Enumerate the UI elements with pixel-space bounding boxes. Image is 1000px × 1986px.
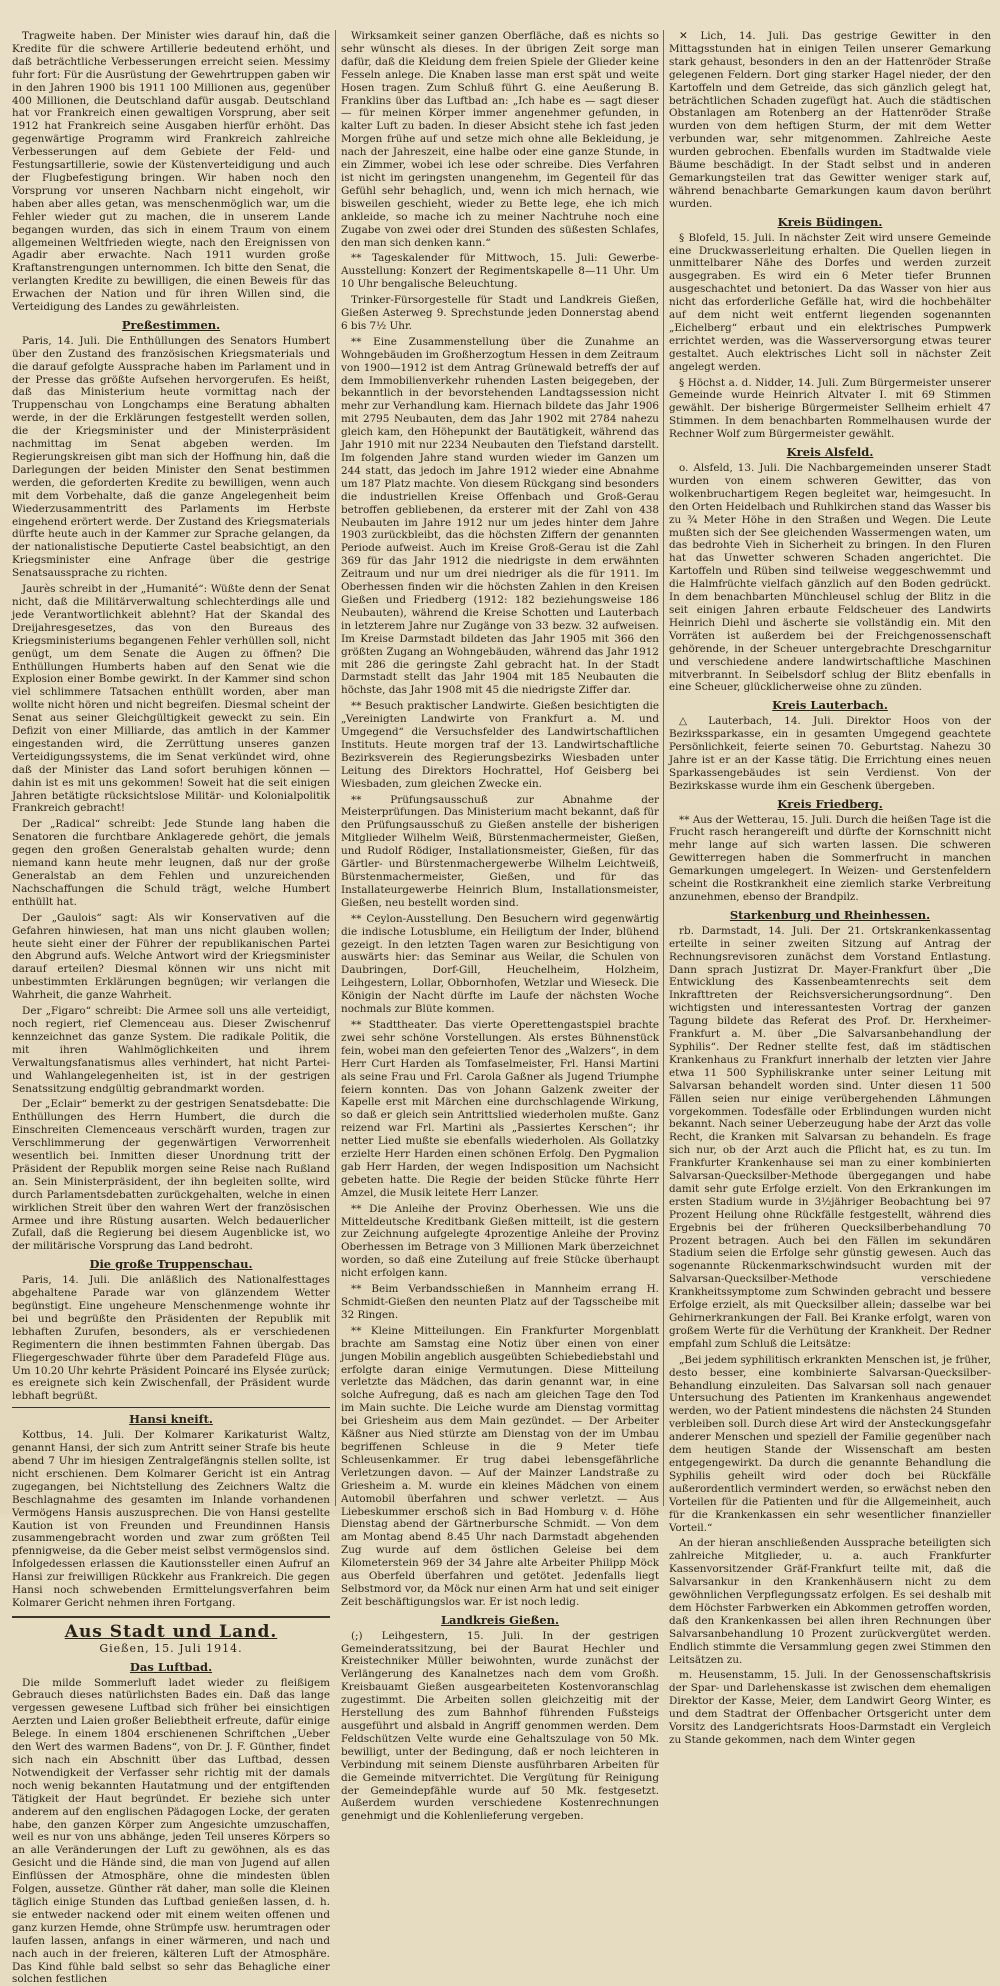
section-heading: Kreis Büdingen. [777, 214, 883, 229]
local-news-heading: Aus Stadt und Land. [64, 1621, 278, 1642]
section-heading: Kreis Friedberg. [777, 796, 883, 811]
column-middle [341, 30, 659, 1823]
section-heading: Die große Truppenschau. [89, 1257, 253, 1272]
section-heading: Landkreis Gießen. [440, 1612, 560, 1627]
article-paragraph: (;) Leihgestern, 15. Juli. In der gestrigen Gemeinderatssitzung, bei der Baurat Hechler und Kreistechniker Müller beiwohnten, wurde zunächst der Verlängerung des Kanalnetzes nach dem vom Großh. Kreisbauamt Gießen ausgearbeiteten Kostenvoranschlag zugestimmt. Die Arbeiten sollen gleichzeitig mit der Herstellung des zum Bahnhof führenden Fußsteigs ausgeführt und alsbald in Angriff genommen werden. Dem Feldschützen Velte wurde eine Gehaltszulage von 50 Mk. bewilligt, unter der Bedingung, daß er noch leichteren in Verbindung mit seinem Dienste ausführbaren Arbeiten für die Gemeinde mitverrichtet. Die Vergütung für Reinigung der Gemeindepfähle wurde auf 50 Mk. festgesetzt. Außerdem wurden verschiedene Kostenrechnungen genehmigt und die Kohlenlieferung vergeben. [341, 1629, 659, 1823]
article-paragraph: § Blofeld, 15. Juli. In nächster Zeit wird unsere Gemeinde eine Druckwasserleitung erhalten. Die Quellen liegen in unmittelbarer Nähe des Dorfes und werden zurzeit ausgegraben. Es wird ein 6 Meter tiefer Brunnen ausgeschachtet und betoniert. Da das Wasser von hier aus nicht das erforderliche Gefälle hat, wird die hochbehälter auf dem nicht weit entfernt liegenden sogenannten „Eichelberg“ erbaut und ein elektrisches Pumpwerk errichtet werden, was die Wasserversorgung etwas teurer gestaltet. Auch elektrisches Licht soll in nächster Zeit angelegt werden. [669, 231, 991, 373]
article-paragraph: Jaurès schreibt in der „Humanité“: Wüßte denn der Senat nicht, daß die Militärverwaltung schlechterdings alle und jede Verantwortlichkeit ablehnt? Hat der Skandal des Dreijahresgesetzes, das von den Bureaus des Kriegsministeriums begangenen Fehler verhüllen soll, nicht genügt, um dem Senate die Augen zu öffnen? Die Enthüllungen Humberts haben auf den Senat wie die Explosion einer Bombe gewirkt. In der Kammer sind schon viel schlimmere Tatsachen enthüllt worden, aber man wollte nicht hören und nicht begreifen. Diesmal scheint der Senat aus seiner Gleichgültigkeit geweckt zu sein. Ein Defizit von einer Milliarde, das amtlich in der Kammer eingestanden wird, die Zerrüttung unseres ganzen Verteidigungssystems, die im Senat verkündet wird, ohne daß der Minister das Land sofort beruhigen können — dahin ist es mit uns gekommen! Soweit hat die seit einigen Jahren betätigte rücksichtslose Militär- und Kolonialpolitik Frankreich gebracht! [12, 583, 330, 815]
article-paragraph: Kottbus, 14. Juli. Der Kolmarer Karikaturist Waltz, genannt Hansi, der sich zum Antritt seiner Strafe bis heute abend 7 Uhr im hiesigen Zentralgefängnis stellen sollte, ist nicht erschienen. Dem Kolmarer Gericht ist ein Antrag zugegangen, bei Nichtstellung des Zeichners Waltz die Beschlagnahme des gesamten im Inlande vorhandenen Vermögens Hansis auszusprechen. Die von Hansi gestellte Kaution ist von Freunden und Freundinnen Hansis zusammengebracht worden und zwar zum größten Teil pfennigweise, da die Geber meist selbst vermögenslos sind. Infolgedessen erlassen die Kautionssteller einen Aufruf an Hansi zur freiwilligen Rückkehr aus Frankreich. Die gegen Hansi noch schwebenden Ermittelungsverfahren beim Kolmarer Gericht nehmen ihren Fortgang. [12, 1429, 330, 1609]
column-left [12, 30, 330, 1986]
article-paragraph: Trinker-Fürsorgestelle für Stadt und Landkreis Gießen, Gießen Asterweg 9. Sprechstunde jeden Donnerstag abend 6 bis 7½ Uhr. [341, 294, 659, 332]
article-paragraph: △ Lauterbach, 14. Juli. Direktor Hoos von der Bezirkssparkasse, ein in gesamten Umgegend geachtete Persönlichkeit, feierte seinen 70. Geburtstag. Nahezu 30 Jahre ist er an der Kasse tätig. Die Errichtung eines neuen Sparkassengebäudes ist sein Verdienst. Von der Bezirkskasse wurde ihm ein Geschenk übergeben. [669, 715, 991, 792]
article-paragraph: ✕ Lich, 14. Juli. Das gestrige Gewitter in den Mittagsstunden hat in einigen Teilen unserer Gemarkung stark gehaust, besonders in den an der Hattenröder Straße gelegenen Feldern. Dort ging starker Hagel nieder, der den Kartoffeln und dem Getreide, das sich gänzlich gelegt hat, beträchtlichen Schaden zugefügt hat. Auch die städtischen Obstanlagen am Rotenberg an der Hattenröder Straße wurden von dem heftigen Sturm, der mit dem Wetter verbunden war, sehr mitgenommen. Zahlreiche Aeste wurden gebrochen. Ebenfalls wurden im Stadtwalde viele Bäume beschädigt. In der Stadt selbst und in anderen Gemarkungsteilen trat das Gewitter weniger stark auf, während benachbarte Gemarkungen kaum davon berührt wurden. [669, 30, 991, 210]
article-paragraph: ** Beim Verbandsschießen in Mannheim errang H. Schmidt-Gießen den neunten Platz auf der Tagsscheibe mit 32 Ringen. [341, 1283, 659, 1321]
article-paragraph: Tragweite haben. Der Minister wies darauf hin, daß die Kredite für die schwere Artillerie bedeutend erhöht, und daß beträchtliche Verbesserungen erreicht seien. Messimy fuhr fort: Für die Ausrüstung der Gewehrtruppen gaben wir in den Jahren 1900 bis 1911 100 Millionen aus, gegenüber 400 Millionen, die Deutschland dafür ausgab. Deutschland hat vor Frankreich einen gewaltigen Vorsprung, aber seit 1912 hat Frankreich seine Ausgaben hierfür erhöht. Das gegenwärtige Programm wird Frankreich zahlreiche Verbesserungen auf dem Gebiete der Feld- und Festungsartillerie, sowie der Küstenverteidigung und auch der Flugbefestigung bringen. Wir haben noch den Vorsprung vor unseren Nachbarn nicht eingeholt, wir haben aber alles getan, was menschenmöglich war, um die Fehler wieder gut zu machen, die in unserem Lande begangen wurden, das sich in einem Traum von einem allgemeinen Weltfrieden wiegte, nach den Ereignissen von Agadir aber erwachte. Nach 1911 wurden große Kraftanstrengungen unternommen. Ich bitte den Senat, die verlangten Kredite zu bewilligen, die einen Beweis für das Erwachen der Nation und für ihren Willen sind, die Verteidigung des Landes zu gewährleisten. [12, 30, 330, 314]
article-paragraph: m. Heusenstamm, 15. Juli. In der Genossenschaftskrisis der Spar- und Darlehenskasse ist zwischen dem ehemaligen Direktor der Kasse, Meier, dem Landwirt Georg Winter, es und dem Stadtrat der Offenbacher Ortsgericht unter dem Vorsitz des Landgerichtsrats Hoos-Darmstadt ein Vergleich zu Stande gekommen, nach dem Winter gegen [669, 1669, 991, 1746]
article-paragraph: Der „Figaro“ schreibt: Die Armee soll uns alle verteidigt, noch regiert, rief Clemenceau aus. Dieser Zwischenruf kennzeichnet das ganze System. Die radikale Politik, die mit ihren Wahlmöglichkeiten und ihrem Verwaltungsfanatismus alles verhindert, hat nicht Partei- und Wahlangelegenheiten ist, ist in der gestrigen Senatssitzung endgültig gebrandmarkt worden. [12, 1005, 330, 1095]
section-heading: Das Luftbad. [129, 1659, 213, 1674]
article-paragraph: ** Besuch praktischer Landwirte. Gießen besichtigten die „Vereinigten Landwirte von Frankfurt a. M. und Umgegend“ die Versuchsfelder des Landwirtschaftlichen Instituts. Heute morgen traf der 13. Landwirtschaftliche Bezirksverein des Regierungsbezirks Wiesbaden unter Leitung des Direktors Hochrattel, Hof Geisberg bei Wiesbaden, zum gleichen Zwecke ein. [341, 700, 659, 790]
article-paragraph: „Bei jedem syphilitisch erkrankten Menschen ist, je früher, desto besser, eine kombinierte Salvarsan-Quecksilber-Behandlung einzuleiten. Das Salvarsan soll nach genauer Untersuchung des Patienten im Krankenhaus angewendet werden, wo der Patient mindestens die nächsten 24 Stunden verbleiben soll. Durch diese Art wird der Ansteckungsgefahr anderer Menschen und speziell der Familie gegenüber nach dem heutigen Stande der Wissenschaft am besten entgegengewirkt. Da durch die genannte Behandlung die Syphilis geheilt wird oder doch bei Rückfälle außerordentlich vermindert werden, so erwächst neben den Vorteilen für die Patienten und für die Allgemeinheit, auch für die Krankenkassen ein sehr wesentlicher finanzieller Vorteil.“ [669, 1353, 991, 1534]
dateline: Gießen, 15. Juli 1914. [99, 1641, 243, 1655]
article-paragraph: ** Tageskalender für Mittwoch, 15. Juli: Gewerbe-Ausstellung: Konzert der Regimentskapelle 8—11 Uhr. Um 10 Uhr bengalische Beleuchtung. [341, 252, 659, 291]
column-right [669, 30, 991, 1746]
article-paragraph: Paris, 14. Juli. Die anläßlich des Nationalfesttages abgehaltene Parade war von glänzendem Wetter begünstigt. Eine ungeheure Menschenmenge wohnte ihr bei und begrüßte den Präsidenten der Republik mit lebhaften Zurufen, besonders, als er verschiedenen Regimentern die ihnen bestimmten Fahnen übergab. Das Fliegergeschwader führte über dem Paradefeld Flüge aus. Um 10.20 Uhr kehrte Präsident Poincaré ins Elysée zurück; es ereignete sich kein Zwischenfall, der Präsident wurde lebhaft begrüßt. [12, 1274, 330, 1403]
article-paragraph: ** Aus der Wetterau, 15. Juli. Durch die heißen Tage ist die Frucht rasch herangereift und dürfte der Kornschnitt nicht mehr lange auf sich warten lassen. Die schweren Gewitterregen haben die Sommerfrucht in manchen Gemarkungen umgelegert. In Weizen- und Gerstenfeldern scheint die Rostkrankheit eine ziemlich starke Verbreitung anzunehmen, ebenso der Brandpilz. [669, 813, 991, 903]
column-divider [663, 30, 664, 1506]
article-paragraph: ** Prüfungsausschuß zur Abnahme der Meisterprüfungen. Das Ministerium macht bekannt, daß für den Prüfungsausschuß zu Gießen anstelle der bisherigen Mitglieder Wilhelm Weiß, Bürstenmachermeister, Gießen, und Rudolf Rödiger, Installationsmeister, Gießen, für das Gärtler- und Bürstenmachergewerbe Wilhelm Leichtweiß, Bürstenmachermeister, Gießen, und für das Installateurgewerbe Heinrich Blum, Installationsmeister, Gießen, neu bestellt worden sind. [341, 793, 659, 909]
article-paragraph: rb. Darmstadt, 14. Juli. Der 21. Ortskrankenkassentag erteilte in seiner zweiten Sitzung auf Antrag der Rechnungsrevisoren zunächst dem Vorstand Entlastung. Dann sprach Justizrat Dr. Mayer-Frankfurt über „Die Entwicklung des Kassenbeamtenrechts seit dem Inkrafttreten der Reichsversicherungsordnung“. Den wichtigsten und interessantesten Vortrag der ganzen Tagung bildete das Referat des Prof. Dr. Herxheimer-Frankfurt a. M. über „Die Salvarsanbehandlung der Syphilis“. Der Redner stellte fest, daß im städtischen Krankenhaus zu Frankfurt innerhalb der letzten vier Jahre etwa 11 500 Syphiliskranke unter seiner Leitung mit Salvarsan behandelt worden sind. Unter diesen 11 500 Fällen seien nur einige verübergehenden Lähmungen vorgekommen. Todesfälle oder Erblindungen wurden nicht bekannt. Nach seiner Ueberzeugung habe der Arzt das volle Recht, die Kranken mit Salvarsan zu behandeln. Es frage sich nur, ob der Arzt auch die Pflicht hat, es zu tun. Im Frankfurter Krankenhause sei man zu einer kombinierten Salvarsan-Quecksilber-Methode übergegangen und habe damit sehr gute Erfolge erzielt. Von den Erkrankungen im ersten Stadium wurde in 3½jähriger Beobachtung bei 97 Prozent Heilung ohne Rückfälle festgestellt, während dies Ergebnis bei der früheren Quecksilberbehandlung 70 Prozent betragen. Auch bei den Fällen im sekundären Stadium seien die Erfolge sehr günstig gewesen. Auch das sogenannte Rückenmarkschwindsucht wurden mit der Salvarsan-Quecksilber-Methode verschiedene Krankheitssymptome zum Schwinden gebracht und bessere Erfolge erzielt, als mit Quecksilber allein; dasselbe war bei Gehirnerkrankungen der Fall. Bei Kranke erfolgt, waren von großem Werte für die Verhütung der Krankheit. Der Redner empfahl zum Schluß die Leitsätze: [669, 924, 991, 1350]
article-paragraph: An der hieran anschließenden Aussprache beteiligten sich zahlreiche Mitglieder, u. a. auch Frankfurter Kassenvorsitzender Gräf-Frankfurt teilte mit, daß die Salvarsankur in den Krankenhäusern nicht zu dem gewöhnlichen Verpflegungssatz erfolgen. Es sei deshalb mit dem Höchster Farbwerken ein Abkommen getroffen worden, daß den Krankenkassen bei allen ihren Rechnungen über Salvarsanbehandlung 10 Prozent zurückvergütet werden. Endlich stimmte die Versammlung gegen zwei Stimmen den Leitsätzen zu. [669, 1537, 991, 1666]
article-paragraph: Die milde Sommerluft ladet wieder zu fleißigem Gebrauch dieses natürlichsten Bades ein. Daß das lange vergessen gewesene Luftbad sich früher bei einsichtigen Aerzten und Laien großer Beliebtheit erfreute, dafür einige Belege. In einem 1804 erschienenen Schriftchen „Ueber den Wert des warmen Badens“, von Dr. J. F. Günther, findet sich nach ein Abschnitt über das Luftbad, dessen Notwendigkeit der Verfasser sehr richtig mit der damals noch wenig bekannten Hautatmung und der entgiftenden Tätigkeit der Haut begründet. Er beziehe sich unter anderem auf den englischen Pädagogen Locke, der geraten habe, den ganzen Körper zum Angesichte umzuschaffen, weil es nur von uns abhänge, jeden Teil unseres Körpers so an alle Veränderungen der Luft zu gewöhnen, als es das Gesicht und die Hände sind, die man von Jugend auf allen Einflüssen der Atmosphäre, ohne die mindesten üblen Folgen, aussetze. Günther rät daher, man solle die Kleinen täglich einige Stunden das Luftbad genießen lassen, d. h. sie entweder nackend oder mit einem weiten offenen und ganz kurzen Hemde, ohne Strümpfe usw. herumtragen oder laufen lassen, anfangs in einer wärmeren, und nach und nach auch in der freieren, kälteren Luft der Atmosphäre. Das Kind fühle bald selbst so sehr das Behagliche einer solchen festlichen [12, 1676, 330, 1986]
article-paragraph: ** Ceylon-Ausstellung. Den Besuchern wird gegenwärtig die indische Lotusblume, ein Heiligtum der Inder, blühend gezeigt. In den letzten Tagen waren zur Besichtigung von auswärts hier: das Seminar aus Weilar, die Schulen von Daubringen, Dorf-Gill, Heuchelheim, Holzheim, Leihgestern, Lollar, Obbornhofen, Wetzlar und Wieseck. Die Königin der Nacht dürfte im Laufe der nächsten Woche nochmals zur Blüte kommen. [341, 912, 659, 1016]
article-paragraph: Der „Eclair“ bemerkt zu der gestrigen Senatsdebatte: Die Enthüllungen des Herrn Humbert, die durch die Einschreiten Clemenceaus verschärft wurden, tragen zur Verschlimmerung der gegenwärtigen Verworrenheit wesentlich bei. Inmitten dieser Unordnung tritt der Präsident der Republik morgen seine Reise nach Rußland an. Sein Ministerpräsident, der ihn begleiten sollte, wird durch Parlamentsdebatten zurückgehalten, welche in einen wirklichen Streit über den wahren Wert der französischen Armee und ihre Rüstung ausarten. Welch bedauerlicher Zufall, daß die Regierung bei diesem Augenblicke ist, wo der militärische Vorsprung das Land bedroht. [12, 1098, 330, 1253]
section-heading: Kreis Lauterbach. [772, 698, 888, 713]
section-heading: Hansi kneift. [129, 1412, 213, 1427]
divider [12, 1407, 330, 1408]
article-paragraph: ** Kleine Mitteilungen. Ein Frankfurter Morgenblatt brachte am Samstag eine Notiz über einen von einer jungen Mobilin angeblich ausgeübten Schiebediebstahl und erfolgte daran einige Vermutungen. Diese Mitteilung verletzte das Mädchen, das darin genannt war, in eine solche Aufregung, daß es nach am gleichen Tage den Tod im Main suchte. Die Leiche wurde am Dienstag vormittag bei Griesheim aus dem Main gezündet. — Der Arbeiter Käßner aus Nied stürzte am Dienstag von der im Umbau begriffenen Schleuse in die 9 Meter tiefe Schleusenkammer. Er trug dabei lebensgefährliche Verletzungen davon. — Auf der Mainzer Landstraße zu Griesheim a. M. wurde ein kleines Mädchen von einem Automobil überfahren und schwer verletzt. — Aus Liebeskummer erschoß sich in Bad Homburg v. d. Höhe Dienstag abend der Gärtnerbursche Schmidt. — Von dem am Montag abend 8.45 Uhr nach Darmstadt abgehenden Zug wurde auf dem östlichen Geleise bei dem Kilometerstein 969 der 34 Jahre alte Arbeiter Philipp Möck aus Oberfeld überfahren und getötet. Jedenfalls liegt Selbstmord vor, da Möck nur einen Arm hat und seit einiger Zeit beschäftigungslos war. Er ist noch ledig. [341, 1324, 659, 1608]
article-paragraph: ** Eine Zusammenstellung über die Zunahme an Wohngebäuden im Großherzogtum Hessen in dem Zeitraum von 1900—1912 ist dem Antrag Grünewald betreffs der auf dem Immobilienverkehr ruhenden Lasten beigegeben, der bekanntlich in der bevorstehenden Landtagssession nicht mehr zur Verhandlung kam. Hiernach bildete das Jahr 1906 mit 2795 Neubauten, dem das Jahr 1902 mit 2784 nahezu gleich kam, den Höhepunkt der Bautätigkeit, während das Jahr 1910 mit nur 2234 Neubauten den Tiefstand darstellt. Im folgenden Jahre stand wurden wieder im Ganzen um 244 statt, das jedoch im Jahre 1912 wieder eine Abnahme um 187 Platz machte. Von diesem Rückgang sind besonders die industriellen Kreise Offenbach und Groß-Gerau betroffen gebliebenen, da ersterer mit der Zahl von 438 Neubauten im Jahre 1912 nur um jedes hinter dem Jahre 1903 zurückbleibt, das die höchsten Ziffern der genannten Periode aufweist. Auch im Kreise Groß-Gerau ist die Zahl 369 für das Jahr 1912 die niedrigste in dem erwähnten Zeitraum und nur um drei niedriger als die für 1911. Im Oberhessen finden wir die höchsten Zahlen in den Kreisen Gießen und Friedberg (1912: 182 beziehungsweise 186 Neubauten), während die Kreise Schotten und Lauterbach in letzterem Jahre nur Zugänge von 33 bezw. 32 aufweisen. Im Kreise Darmstadt bildeten das Jahr 1905 mit 366 den größten Zugang an Wohngebäuden, während das Jahr 1912 mit 286 die geringste Zahl gebracht hat. In der Stadt Darmstadt stellt das Jahr 1904 mit 185 Neubauten die höchste, das Jahr 1908 mit 45 die niedrigste Ziffer dar. [341, 335, 659, 697]
section-heading: Preßestimmen. [121, 317, 221, 332]
article-paragraph: Der „Gaulois“ sagt: Als wir Konservativen auf die Gefahren hinwiesen, hat man uns nicht glauben wollen; heute sieht einer der Führer der republikanischen Partei den Abgrund aufs. Welche Antwort wird der Kriegsminister darauf erteilen? Diesmal können wir uns nicht mit unbestimmten Erklärungen begnügen; wir verlangen die Wahrheit, die ganze Wahrheit. [12, 911, 330, 1002]
article-paragraph: o. Alsfeld, 13. Juli. Die Nachbargemeinden unserer Stadt wurden von einem schweren Gewitter, das von wolkenbruchartigem Regen begleitet war, heimgesucht. In den Orten Heidelbach und Ruhlkirchen stand das Wasser bis zu ¾ Meter Höhe in den Straßen und Wegen. Die Leute mußten sich der See gleichenden Wassermengen waten, um das bedrohte Vieh in Sicherheit zu bringen. In den Fluren hat das Unwetter schweren Schaden angerichtet. Die Kartoffeln und Rüben sind teilweise weggeschwemmt und die Halmfrüchte vielfach gänzlich auf den Boden gedrückt. In dem benachbarten Münchleusel schlug der Blitz in die seit einigen Jahren erbaute Feldscheuer des Landwirts Heinrich Diehl und äscherte sie vollständig ein. Mit den Vorräten ist außerdem bei der Freichgenossenschaft gehörende, in der Scheuer untergebrachte Dreschgarnitur und verschiedene andere landwirtschaftliche Maschinen mitverbrannt. In Seibelsdorf schlug der Blitz ebenfalls in eine Scheuer, glücklicherweise ohne zu zünden. [669, 462, 991, 694]
article-paragraph: ** Die Anleihe der Provinz Oberhessen. Wie uns die Mitteldeutsche Kreditbank Gießen mitteilt, ist die gestern zur Zeichnung aufgelegte 4prozentige Anleihe der Provinz Oberhessen im Betrage von 3 Millionen Mark überzeichnet worden, so daß eine Zuteilung auf freie Stücke überhaupt nicht erfolgen kann. [341, 1202, 659, 1280]
article-paragraph: ** Stadttheater. Das vierte Operettengastspiel brachte zwei sehr schöne Vorstellungen. Als erstes Bühnenstück fein, wobei man den gefeierten Tenor des „Walzers“, in dem Herr Curt Harden als Tomfaselmeister, Frl. Hansi Martini als seine Frau und Frl. Carola Gaßner als Jugend Triumphe feiern konnten. Das von Johann Galzenk zweiter der Kapelle erst mit Märchen eine durchschlagende Wirkung, so daß er gleich sein Antrittslied wiederholen mußte. Ganz reizend war Frl. Martini als „Passiertes Kerschen“; ihr netter Lied mußte sie ebenfalls wiederholen. Als Gollatzky erzielte Herr Harden einen schönen Erfolg. Den Pygmalion gab Herr Harden, der wegen Indisposition um Nachsicht gebeten hatte. Die Regie der beiden Stücke führte Herr Amzel, die Musik leitete Herr Lanzer. [341, 1018, 659, 1199]
section-heading: Starkenburg und Rheinhessen. [729, 907, 931, 922]
article-paragraph: § Höchst a. d. Nidder, 14. Juli. Zum Bürgermeister unserer Gemeinde wurde Heinrich Altvater I. mit 69 Stimmen gewählt. Der bisherige Bürgermeister Sellheim erhielt 47 Stimmen. In dem benachbarten Rommelhausen wurde der Rechner Wolf zum Bürgermeister gewählt. [669, 376, 991, 441]
divider [12, 1616, 330, 1618]
article-paragraph: Der „Radical“ schreibt: Jede Stunde lang haben die Senatoren die furchtbare Anklagerede gehört, die jemals gegen den großen Generalstab gehalten wurde; denn niemand kann heute mehr leugnen, daß nur der große Generalstab an dem Fehlen und unzureichenden Nachschaffungen die Schuld trägt, welche Humbert enthüllt hat. [12, 818, 330, 908]
article-paragraph: Paris, 14. Juli. Die Enthüllungen des Senators Humbert über den Zustand des französischen Kriegsmaterials und die darauf gefolgte Aussprache haben im Parlament und in der Presse das größte Aufsehen hervorgerufen. Es heißt, daß das Ministerium heute vormittag nach der Truppenschau von Longchamps eine Beratung abhalten werde, in der die Erklärungen festgestellt werden sollen, die der Kriegsminister und der Ministerpräsident nachmittag im Senat abgeben werden. Im Regierungskreisen gibt man sich der Hoffnung hin, daß die Darlegungen der beiden Minister den Senat bestimmen werden, die geforderten Kredite zu bewilligen, wenn auch mit dem Vorbehalte, daß die ganze Angelegenheit beim Wiederzusammentritt des Parlaments im Herbste eingehend erörtert werde. Der Zustand des Kriegsmaterials dürfte heute auch in der Kammer zur Sprache gelangen, da der nationalistische Deputierte Castel beabsichtigt, an den Kriegsminister eine Anfrage über die gestrige Senatsaussprache zu richten. [12, 334, 330, 580]
section-heading: Kreis Alsfeld. [786, 445, 874, 460]
article-paragraph: Wirksamkeit seiner ganzen Oberfläche, daß es nichts so sehr wünscht als dieses. In der übrigen Zeit sorge man dafür, daß die Kleidung dem freien Spiele der Glieder keine Fesseln anlege. Die Knaben lasse man erst spät und weite Hosen tragen. Zum Schluß führt G. eine Aeußerung B. Franklins über das Luftbad an: „Ich habe es — sagt dieser — für meinen Körper immer angenehmer gefunden, in kalter Luft zu baden. In dieser Absicht stehe ich fast jeden Morgen frühe auf und setze mich ohne alle Bekleidung, je nach der Jahreszeit, eine halbe oder eine ganze Stunde, in ein Zimmer, wobei ich lese oder schreibe. Dies Verfahren ist nicht im geringsten unangenehm, im Gegenteil für das Gefühl sehr behaglich, und, wenn ich mich hernach, wie bisweilen geschieht, wieder zu Bette lege, ehe ich mich ankleide, so mache ich zu meiner Nachtruhe noch eine Zugabe von zwei oder drei Stunden des süßesten Schlafes, den man sich denken kann.“ [341, 30, 659, 249]
column-divider [335, 30, 336, 1506]
